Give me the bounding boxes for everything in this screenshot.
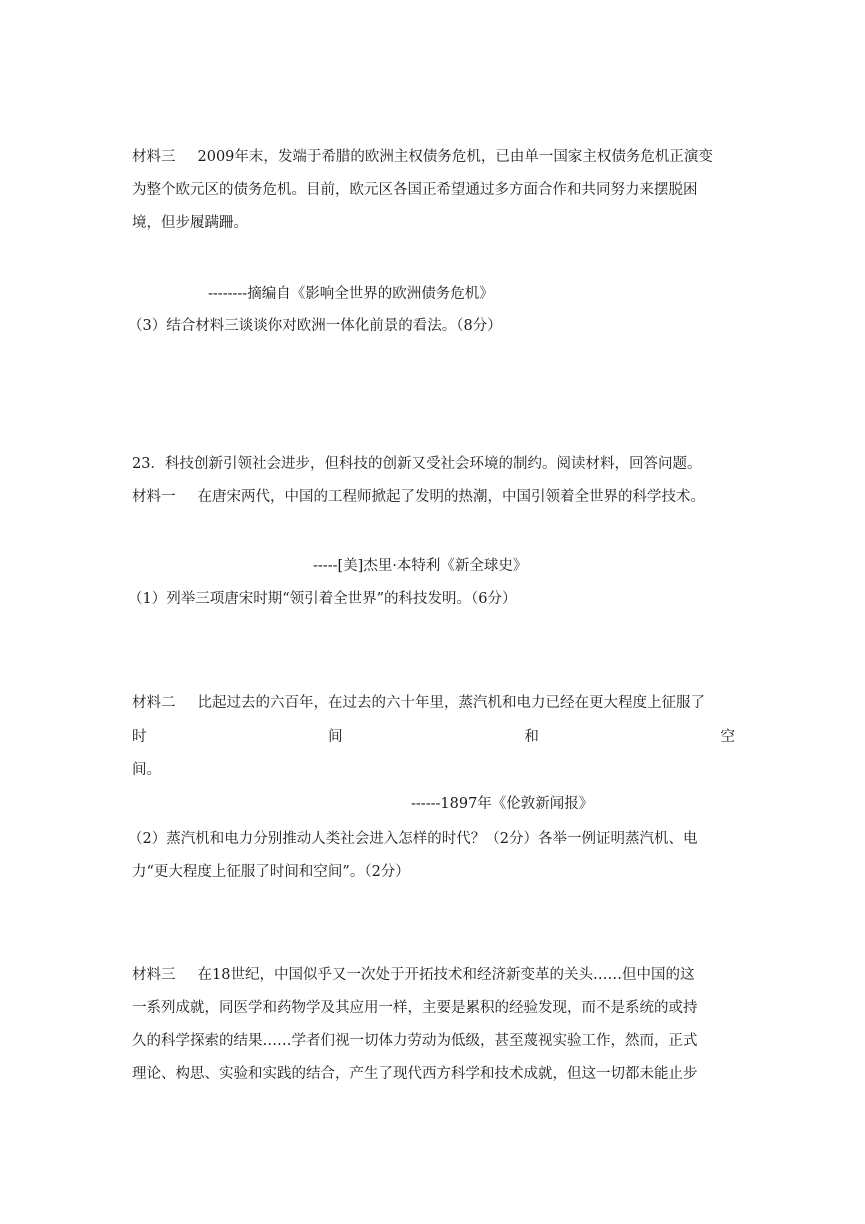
material-1-source: -----[美]杰里·本特利《新全球史》 <box>313 558 528 574</box>
material-3a-line-3: 境，但步履蹒跚。 <box>132 215 248 231</box>
question-23-1: （1）列举三项唐宋时期“领引着全世界”的科技发明。（6分） <box>128 591 517 607</box>
material-2-text-1: 比起过去的六百年，在过去的六十年里，蒸汽机和电力已经在更大程度上征服了 <box>197 695 705 711</box>
material-2-word-3: 和 <box>524 729 539 745</box>
material-2-line-3: 间。 <box>132 762 161 778</box>
material-2-word-4: 空 <box>720 729 735 745</box>
question-23-2-line-2: 力“更大程度上征服了时间和空间”。（2分） <box>132 864 410 880</box>
material-1-label: 材料一 <box>132 489 176 505</box>
question-23-2-line-1: （2）蒸汽机和电力分别推动人类社会进入怎样的时代？（2分）各举一例证明蒸汽机、电 <box>128 831 698 847</box>
material-1-line <box>132 487 735 507</box>
material-3a-label: 材料三 <box>132 149 176 165</box>
material-2-line-1 <box>132 693 735 713</box>
question-3: （3）结合材料三谈谈你对欧洲一体化前景的看法。（8分） <box>128 318 502 334</box>
material-2-source: ------1897年《伦敦新闻报》 <box>411 796 594 812</box>
material-3a-line-1 <box>132 147 735 167</box>
material-3-line-4: 理论、构思、实验和实践的结合，产生了现代西方科学和技术成就，但这一切都未能止步 <box>132 1066 698 1082</box>
material-3a-text-1: 2009年末，发端于希腊的欧洲主权债务危机，已由单一国家主权债务危机正演变 <box>197 149 713 165</box>
material-3-line-3: 久的科学探索的结果……学者们视一切体力劳动为低级，甚至蔑视实验工作，然而，正式 <box>132 1033 698 1049</box>
material-2-label: 材料二 <box>132 695 176 711</box>
material-2-line-2 <box>132 727 735 747</box>
question-23-stem: 23．科技创新引领社会进步，但科技的创新又受社会环境的制约。阅读材料，回答问题。 <box>132 456 702 472</box>
material-1-text: 在唐宋两代，中国的工程师掀起了发明的热潮，中国引领着全世界的科学技术。 <box>197 489 705 505</box>
material-2-word-2: 间 <box>328 729 343 745</box>
material-3-text-1: 在18世纪，中国似乎又一次处于开拓技术和经济新变革的关头……但中国的这 <box>197 967 695 983</box>
material-2-word-1: 时 <box>132 729 147 745</box>
material-3-label: 材料三 <box>132 967 176 983</box>
material-3-line-2: 一系列成就，同医学和药物学及其应用一样，主要是累积的经验发现，而不是系统的或持 <box>132 1000 698 1016</box>
material-3-line-1 <box>132 965 735 985</box>
material-3a-source: --------摘编自《影响全世界的欧洲债务危机》 <box>208 286 494 302</box>
material-3a-line-2: 为整个欧元区的债务危机。目前，欧元区各国正希望通过多方面合作和共同努力来摆脱困 <box>132 182 698 198</box>
